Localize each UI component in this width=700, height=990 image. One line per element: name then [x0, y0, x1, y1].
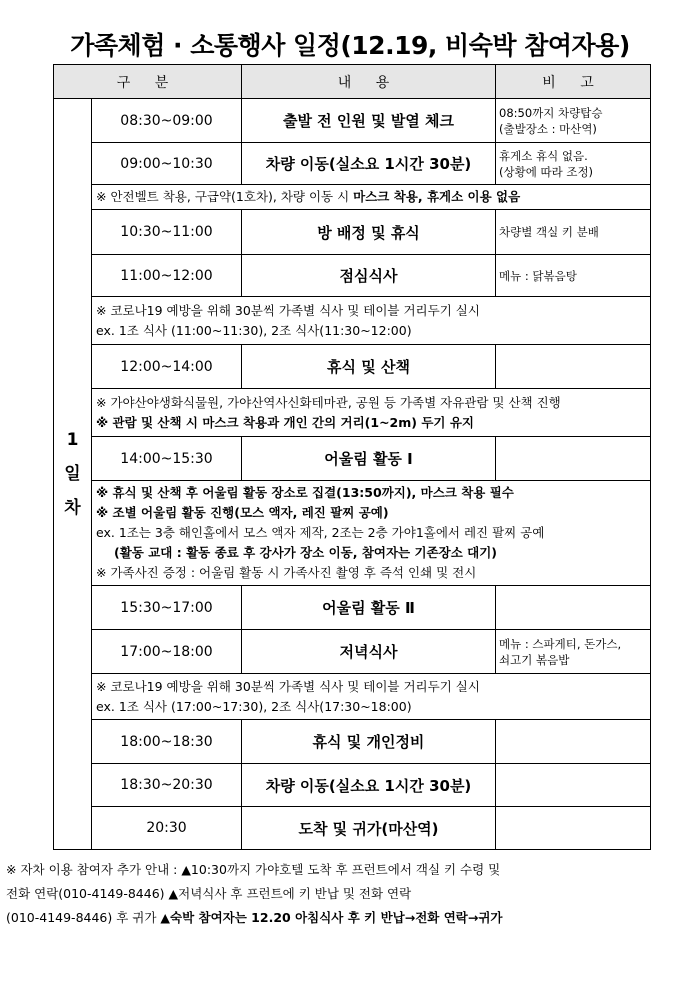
note-line: [96, 523, 646, 543]
note-text: ※ 가야산야생화식물원, 가야산역사신화테마관, 공원 등 가족별 자유관람 및 산책 진행: [96, 394, 561, 410]
note-line: [96, 543, 646, 563]
time-cell: 09:00~10:30: [92, 143, 242, 185]
activity-cell: 휴식 및 산책: [242, 345, 496, 389]
note-line: [96, 503, 646, 523]
remark-cell: [496, 630, 651, 674]
note-text: ※ 가족사진 증정 : 어울림 활동 시 가족사진 촬영 후 즉석 인쇄 및 전시: [96, 565, 477, 580]
schedule-row: [54, 807, 651, 850]
remark-cell: [496, 255, 651, 297]
activity-cell: 점심식사: [242, 255, 496, 297]
remark-text: 차량별 객실 키 분배: [499, 225, 599, 239]
remark-cell: [496, 437, 651, 481]
header-division: 구 분: [54, 65, 242, 99]
schedule-row: [54, 345, 651, 389]
note-line: [96, 483, 646, 503]
schedule-note-row: [54, 297, 651, 345]
note-line: [96, 677, 646, 697]
activity-cell: 어울림 활동 Ⅱ: [242, 586, 496, 630]
time-cell: 12:00~14:00: [92, 345, 242, 389]
note-text: ※ 조별 어울림 활동 진행(모스 액자, 레진 팔찌 공예): [96, 505, 389, 520]
schedule-row: [54, 143, 651, 185]
note-line: [96, 563, 646, 583]
note-line: [96, 413, 646, 433]
time-cell: 17:00~18:00: [92, 630, 242, 674]
note-text: (010-4149-8446) 후 귀가: [6, 910, 161, 925]
schedule-note: [92, 674, 651, 720]
activity-cell: 저녁식사: [242, 630, 496, 674]
note-line: [96, 393, 646, 413]
activity-cell: 어울림 활동 Ⅰ: [242, 437, 496, 481]
schedule-row: [54, 586, 651, 630]
remark-cell: [496, 210, 651, 255]
note-line: [96, 301, 646, 321]
note-text: ▲숙박 참여자는 12.20 아침식사 후 키 반납→전화 연락→귀가: [160, 910, 503, 925]
schedule-note: [92, 185, 651, 210]
remark-cell: [496, 807, 651, 850]
remark-text: 메뉴 : 닭볶음탕: [499, 268, 577, 283]
note-line: [96, 697, 646, 717]
schedule-table: [53, 64, 651, 850]
note-line: [96, 187, 646, 207]
schedule-note-row: [54, 674, 651, 720]
note-line: [6, 882, 696, 906]
remark-text: 메뉴 : 스파게티, 돈가스, 쇠고기 볶음밥: [499, 636, 622, 667]
time-cell: 20:30: [92, 807, 242, 850]
time-cell: 10:30~11:00: [92, 210, 242, 255]
remark-cell: [496, 764, 651, 807]
remark-cell: [496, 720, 651, 764]
schedule-row: [54, 210, 651, 255]
remark-text: 08:50까지 차량탑승 (출발장소 : 마산역): [499, 105, 603, 136]
remark-cell: [496, 99, 651, 143]
note-text: ex. 1조 식사 (17:00~17:30), 2조 식사(17:30~18:00): [96, 698, 412, 714]
note-text: ※ 관람 및 산책 시 마스크 착용과 개인 간의 거리(1~2m) 두기 유지: [96, 414, 474, 430]
remark-cell: [496, 143, 651, 185]
activity-cell: 차량 이동(실소요 1시간 30분): [242, 143, 496, 185]
schedule-row: [54, 255, 651, 297]
activity-cell: 휴식 및 개인정비: [242, 720, 496, 764]
schedule-row: [54, 764, 651, 807]
time-cell: 08:30~09:00: [92, 99, 242, 143]
remark-text: 휴게소 휴식 없음. (상황에 따라 조정): [499, 148, 594, 179]
note-text: (활동 교대 : 활동 종료 후 강사가 장소 이동, 참여자는 기존장소 대기): [114, 545, 497, 560]
header-remarks: 비 고: [496, 65, 651, 99]
note-text: 전화 연락(010-4149-8446) ▲저녁식사 후 프런트에 키 반납 및 전화 연락: [6, 886, 412, 901]
remark-cell: [496, 586, 651, 630]
schedule-note: [92, 297, 651, 345]
note-text: ※ 안전벨트 착용, 구급약(1호차), 차량 이동 시: [96, 189, 354, 204]
note-text: 마스크 착용, 휴게소 이용 없음: [353, 189, 521, 204]
note-line: [6, 906, 696, 930]
schedule-note: [92, 389, 651, 437]
note-line: [6, 858, 696, 882]
table-header-row: [54, 65, 651, 99]
note-text: ex. 1조는 3층 해인홀에서 모스 액자 제작, 2조는 2층 가야1홀에서 레진 팔찌 공예: [96, 525, 545, 540]
schedule-note-row: [54, 481, 651, 586]
footer-notice: [6, 858, 696, 930]
activity-cell: 차량 이동(실소요 1시간 30분): [242, 764, 496, 807]
schedule-note: [92, 481, 651, 586]
schedule-row: [54, 437, 651, 481]
time-cell: 18:30~20:30: [92, 764, 242, 807]
note-text: ※ 자차 이용 참여자 추가 안내 : ▲10:30까지 가야호텔 도착 후 프런트에서 객실 키 수령 및: [6, 862, 501, 877]
schedule-row: [54, 720, 651, 764]
day-label: 1 일 차: [54, 99, 92, 850]
note-text: ex. 1조 식사 (11:00~11:30), 2조 식사(11:30~12:00): [96, 322, 412, 338]
time-cell: 14:00~15:30: [92, 437, 242, 481]
note-text: ※ 코로나19 예방을 위해 30분씩 가족별 식사 및 테이블 거리두기 실시: [96, 678, 480, 694]
activity-cell: 도착 및 귀가(마산역): [242, 807, 496, 850]
schedule-note-row: [54, 389, 651, 437]
activity-cell: 방 배정 및 휴식: [242, 210, 496, 255]
schedule-row: [54, 630, 651, 674]
header-content: 내 용: [242, 65, 496, 99]
schedule-row: [54, 99, 651, 143]
time-cell: 11:00~12:00: [92, 255, 242, 297]
time-cell: 15:30~17:00: [92, 586, 242, 630]
activity-cell: 출발 전 인원 및 발열 체크: [242, 99, 496, 143]
remark-cell: [496, 345, 651, 389]
note-text: ※ 휴식 및 산책 후 어울림 활동 장소로 집결(13:50까지), 마스크 착용 필수: [96, 485, 514, 500]
note-text: ※ 코로나19 예방을 위해 30분씩 가족별 식사 및 테이블 거리두기 실시: [96, 302, 480, 318]
time-cell: 18:00~18:30: [92, 720, 242, 764]
note-line: [96, 321, 646, 341]
schedule-note-row: [54, 185, 651, 210]
page-title: 가족체험 · 소통행사 일정(12.19, 비숙박 참여자용): [70, 31, 630, 60]
